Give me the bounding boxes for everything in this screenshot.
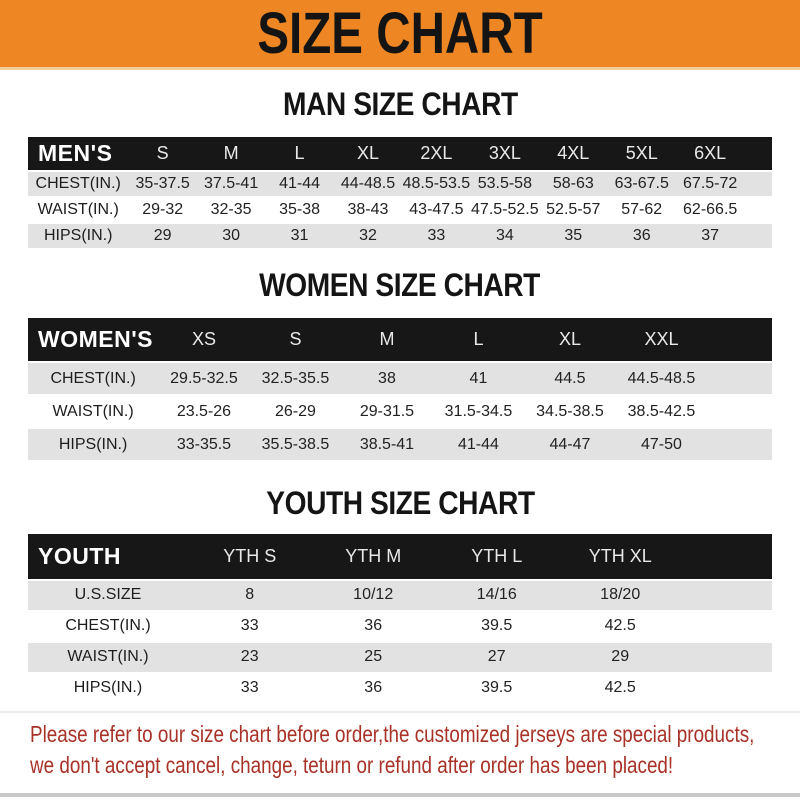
- size-value-cell: 35: [539, 223, 607, 248]
- footer-notice: [0, 719, 800, 781]
- section-heading-men: [0, 70, 800, 137]
- column-header: M: [197, 137, 265, 171]
- section-heading-text: YOUTH SIZE CHART: [265, 485, 535, 522]
- row-spacer: [682, 611, 772, 642]
- column-header: 6XL: [676, 137, 744, 171]
- banner: [0, 0, 800, 70]
- size-value-cell: 32-35: [197, 197, 265, 223]
- size-value-cell: 36: [311, 611, 435, 642]
- table-row: [28, 171, 772, 197]
- youth-table-wrap: [0, 534, 800, 703]
- row-spacer: [682, 673, 772, 703]
- column-header: 2XL: [402, 137, 470, 171]
- table-row: [28, 611, 772, 642]
- women-table-wrap: [0, 318, 800, 460]
- column-header: YTH XL: [558, 534, 682, 580]
- size-value-cell: 44.5: [524, 362, 616, 395]
- size-value-cell: 36: [608, 223, 676, 248]
- size-value-cell: 44-48.5: [334, 171, 402, 197]
- column-header: 4XL: [539, 137, 607, 171]
- row-label: WAIST(IN.): [28, 197, 128, 223]
- section-heading-youth: [0, 460, 800, 534]
- column-header: XXL: [616, 318, 708, 362]
- row-label: CHEST(IN.): [28, 171, 128, 197]
- size-value-cell: 34.5-38.5: [524, 395, 616, 428]
- column-header: XS: [158, 318, 250, 362]
- row-label: CHEST(IN.): [28, 362, 158, 395]
- column-header: YTH M: [311, 534, 435, 580]
- page-title: SIZE CHART: [257, 0, 543, 66]
- row-spacer: [707, 362, 772, 395]
- size-value-cell: 10/12: [311, 580, 435, 611]
- table-header-row: [28, 137, 772, 171]
- header-spacer: [682, 534, 772, 580]
- section-men: [0, 70, 800, 248]
- row-spacer: [707, 428, 772, 460]
- size-value-cell: 47.5-52.5: [471, 197, 539, 223]
- women-size-table: [28, 318, 772, 460]
- men-table-wrap: [0, 137, 800, 248]
- column-header: YTH L: [435, 534, 559, 580]
- table-title-mens: MEN'S: [28, 137, 128, 171]
- row-spacer: [744, 171, 772, 197]
- column-header: L: [265, 137, 333, 171]
- notice-line-1: Please refer to our size chart before order,the customized jerseys are special products,: [30, 720, 755, 747]
- table-title-youth: YOUTH: [28, 534, 188, 580]
- size-value-cell: 8: [188, 580, 312, 611]
- column-header: M: [341, 318, 433, 362]
- size-value-cell: 39.5: [435, 611, 559, 642]
- header-spacer: [707, 318, 772, 362]
- table-header-row: [28, 318, 772, 362]
- table-row: [28, 642, 772, 673]
- size-value-cell: 43-47.5: [402, 197, 470, 223]
- column-header: XL: [524, 318, 616, 362]
- size-value-cell: 33: [188, 673, 312, 703]
- size-value-cell: 30: [197, 223, 265, 248]
- section-heading-text: WOMEN SIZE CHART: [259, 266, 541, 303]
- size-value-cell: 32: [334, 223, 402, 248]
- size-value-cell: 27: [435, 642, 559, 673]
- section-youth: [0, 460, 800, 703]
- row-label: HIPS(IN.): [28, 428, 158, 460]
- table-title-womens: WOMEN'S: [28, 318, 158, 362]
- size-value-cell: 38-43: [334, 197, 402, 223]
- size-value-cell: 29-32: [128, 197, 196, 223]
- size-value-cell: 29: [558, 642, 682, 673]
- section-heading-text: MAN SIZE CHART: [282, 86, 518, 122]
- size-value-cell: 29-31.5: [341, 395, 433, 428]
- men-size-table: [28, 137, 772, 248]
- size-value-cell: 63-67.5: [608, 171, 676, 197]
- size-value-cell: 23: [188, 642, 312, 673]
- column-header: L: [433, 318, 525, 362]
- size-value-cell: 42.5: [558, 611, 682, 642]
- table-header-row: [28, 534, 772, 580]
- bottom-divider: [0, 793, 800, 797]
- size-value-cell: 26-29: [250, 395, 342, 428]
- size-value-cell: 37.5-41: [197, 171, 265, 197]
- row-spacer: [707, 395, 772, 428]
- row-label: HIPS(IN.): [28, 223, 128, 248]
- row-spacer: [744, 223, 772, 248]
- size-value-cell: 48.5-53.5: [402, 171, 470, 197]
- size-value-cell: 34: [471, 223, 539, 248]
- column-header: YTH S: [188, 534, 312, 580]
- table-row: [28, 223, 772, 248]
- row-label: WAIST(IN.): [28, 395, 158, 428]
- size-value-cell: 47-50: [616, 428, 708, 460]
- size-value-cell: 44-47: [524, 428, 616, 460]
- size-value-cell: 41-44: [265, 171, 333, 197]
- size-value-cell: 44.5-48.5: [616, 362, 708, 395]
- header-spacer: [744, 137, 772, 171]
- size-value-cell: 35-38: [265, 197, 333, 223]
- column-header: 3XL: [471, 137, 539, 171]
- column-header: S: [250, 318, 342, 362]
- table-row: [28, 673, 772, 703]
- row-spacer: [744, 197, 772, 223]
- size-value-cell: 33: [188, 611, 312, 642]
- size-value-cell: 31.5-34.5: [433, 395, 525, 428]
- table-row: [28, 362, 772, 395]
- size-value-cell: 39.5: [435, 673, 559, 703]
- row-label: CHEST(IN.): [28, 611, 188, 642]
- row-label: U.S.SIZE: [28, 580, 188, 611]
- column-header: S: [128, 137, 196, 171]
- size-value-cell: 41-44: [433, 428, 525, 460]
- footer-divider: [0, 711, 800, 713]
- size-value-cell: 25: [311, 642, 435, 673]
- size-value-cell: 52.5-57: [539, 197, 607, 223]
- size-value-cell: 32.5-35.5: [250, 362, 342, 395]
- size-value-cell: 14/16: [435, 580, 559, 611]
- size-value-cell: 35.5-38.5: [250, 428, 342, 460]
- column-header: 5XL: [608, 137, 676, 171]
- table-row: [28, 197, 772, 223]
- column-header: XL: [334, 137, 402, 171]
- size-value-cell: 29.5-32.5: [158, 362, 250, 395]
- row-spacer: [682, 642, 772, 673]
- size-value-cell: 36: [311, 673, 435, 703]
- section-heading-women: [0, 248, 800, 319]
- size-value-cell: 31: [265, 223, 333, 248]
- size-value-cell: 23.5-26: [158, 395, 250, 428]
- table-row: [28, 428, 772, 460]
- row-label: HIPS(IN.): [28, 673, 188, 703]
- row-spacer: [682, 580, 772, 611]
- section-women: [0, 248, 800, 461]
- size-value-cell: 58-63: [539, 171, 607, 197]
- size-value-cell: 29: [128, 223, 196, 248]
- size-value-cell: 53.5-58: [471, 171, 539, 197]
- youth-size-table: [28, 534, 772, 703]
- size-value-cell: 18/20: [558, 580, 682, 611]
- size-value-cell: 57-62: [608, 197, 676, 223]
- size-value-cell: 38: [341, 362, 433, 395]
- size-value-cell: 42.5: [558, 673, 682, 703]
- notice-line-2: we don't accept cancel, change, teturn or refund after order has been placed!: [30, 751, 674, 778]
- size-value-cell: 37: [676, 223, 744, 248]
- size-value-cell: 41: [433, 362, 525, 395]
- size-value-cell: 35-37.5: [128, 171, 196, 197]
- table-row: [28, 580, 772, 611]
- size-value-cell: 62-66.5: [676, 197, 744, 223]
- row-label: WAIST(IN.): [28, 642, 188, 673]
- size-value-cell: 38.5-41: [341, 428, 433, 460]
- size-value-cell: 33: [402, 223, 470, 248]
- size-value-cell: 67.5-72: [676, 171, 744, 197]
- size-value-cell: 38.5-42.5: [616, 395, 708, 428]
- size-value-cell: 33-35.5: [158, 428, 250, 460]
- table-row: [28, 395, 772, 428]
